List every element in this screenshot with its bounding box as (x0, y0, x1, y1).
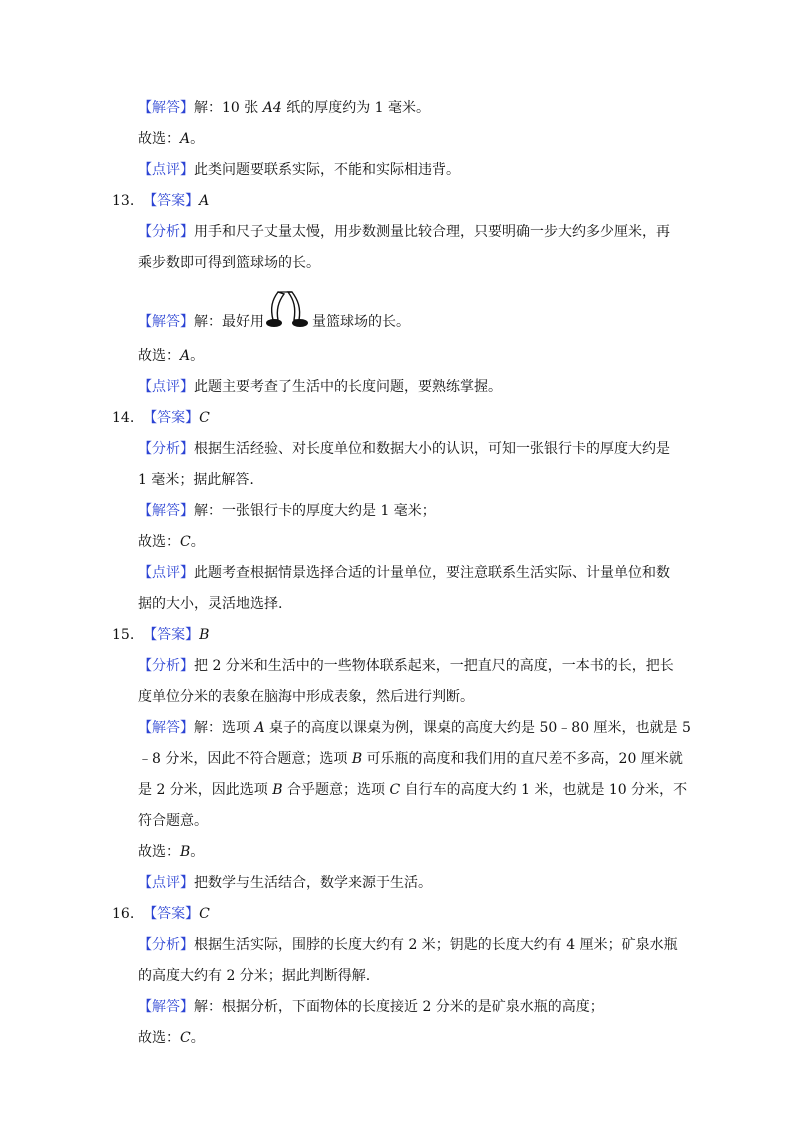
q12-guxuan-line (138, 129, 204, 149)
dianping-tag: 【点评】 (138, 565, 194, 581)
jieda-text: 解：选项 (194, 720, 255, 736)
jieda-text: 量篮球场的长。 (312, 314, 410, 330)
q13-dianping-line (138, 377, 502, 397)
guxuan-label: 故选： (138, 131, 180, 147)
daan-answer: A (199, 193, 210, 209)
fenxi-tag: 【分析】 (138, 658, 194, 674)
q13-guxuan-line (138, 346, 204, 366)
q12-jieda-line (138, 98, 430, 118)
q12-dianping-line (138, 160, 460, 180)
guxuan-label: 故选： (138, 844, 180, 860)
q14-fenxi-line-2 (138, 470, 254, 490)
jieda-text: 可乐瓶的高度和我们用的直尺差不多高，20 厘米就 (362, 751, 683, 767)
question-number: 16. (112, 906, 135, 922)
q16-guxuan-line (138, 1028, 205, 1048)
jieda-text: 解：根据分析，下面物体的长度接近 2 分米的是矿泉水瓶的高度； (194, 999, 604, 1015)
q15-fenxi-line-2 (138, 687, 474, 707)
q16-daan-line (112, 904, 210, 924)
q14-daan-line (112, 408, 210, 428)
jieda-text: ﹣8 分米，因此不符合题意；选项 (138, 751, 352, 767)
jieda-tag: 【解答】 (138, 999, 194, 1015)
jieda-text: 解：一张银行卡的厚度大约是 1 毫米； (194, 503, 436, 519)
jieda-tag: 【解答】 (138, 720, 194, 736)
dianping-text: 把数学与生活结合，数学来源于生活。 (194, 875, 432, 891)
jieda-text: 自行车的高度大约 1 米，也就是 10 分米，不 (400, 782, 688, 798)
daan-answer: C (199, 906, 210, 922)
jieda-text: 是 2 分米，因此选项 (138, 782, 273, 798)
q14-fenxi-line-1 (138, 439, 670, 459)
fenxi-text: 度单位分米的表象在脑海中形成表象，然后进行判断。 (138, 689, 474, 705)
dianping-text: 此题主要考查了生活中的长度问题，要熟练掌握。 (194, 379, 502, 395)
guxuan-label: 故选： (138, 348, 180, 364)
q15-daan-line (112, 625, 209, 645)
jieda-tag: 【解答】 (138, 503, 194, 519)
q16-fenxi-line-1 (138, 935, 678, 955)
guxuan-end: 。 (190, 844, 205, 860)
q14-jieda-line (138, 501, 436, 521)
jieda-text: 桌子的高度以课桌为例，课桌的高度大约是 50﹣80 厘米，也就是 5 (264, 720, 691, 736)
guxuan-answer: A (180, 348, 191, 364)
option-letter: C (389, 782, 401, 798)
q15-dianping-line (138, 873, 432, 893)
guxuan-answer: B (180, 844, 191, 860)
option-letter: B (351, 751, 363, 767)
fenxi-tag: 【分析】 (138, 224, 194, 240)
q13-jieda-line (138, 290, 410, 343)
question-number: 14. (112, 410, 135, 426)
guxuan-end: 。 (190, 131, 205, 147)
fenxi-tag: 【分析】 (138, 441, 194, 457)
fenxi-text: 根据生活经验、对长度单位和数据大小的认识，可知一张银行卡的厚度大约是 (194, 441, 670, 457)
jieda-text: 解：10 张 (194, 100, 263, 116)
q16-fenxi-line-2 (138, 966, 370, 986)
q13-fenxi-line-2 (138, 253, 320, 273)
option-letter: A (254, 720, 265, 736)
guxuan-end: 。 (190, 1030, 205, 1046)
q13-fenxi-line-1 (138, 222, 670, 242)
q14-dianping-line-1 (138, 563, 670, 583)
guxuan-end: 。 (190, 348, 205, 364)
fenxi-text: 的高度大约有 2 分米；据此判断得解. (138, 968, 371, 984)
q15-jieda-line-2 (138, 749, 683, 769)
fenxi-text: 根据生活实际，围脖的长度大约有 2 米；钥匙的长度大约有 4 厘米；矿泉水瓶 (194, 937, 678, 953)
guxuan-answer: C (180, 534, 191, 550)
fenxi-text: 把 2 分米和生活中的一些物体联系起来，一把直尺的高度，一本书的长，把长 (194, 658, 674, 674)
guxuan-end: 。 (190, 534, 205, 550)
dianping-text: 据的大小，灵活地选择. (138, 596, 283, 612)
q15-fenxi-line-1 (138, 656, 674, 676)
q15-jieda-line-3 (138, 780, 687, 800)
daan-answer: B (199, 627, 210, 643)
guxuan-answer: C (180, 1030, 191, 1046)
question-number: 15. (112, 627, 135, 643)
jieda-text-italic: A4 (262, 100, 282, 116)
feet-icon (264, 290, 312, 332)
guxuan-label: 故选： (138, 1030, 180, 1046)
fenxi-text: 1 毫米；据此解答. (138, 472, 254, 488)
q14-dianping-line-2 (138, 594, 282, 614)
daan-tag: 【答案】 (143, 627, 200, 643)
dianping-text: 此类问题要联系实际，不能和实际相违背。 (194, 162, 460, 178)
dianping-tag: 【点评】 (138, 875, 194, 891)
fenxi-tag: 【分析】 (138, 937, 194, 953)
q15-jieda-line-4 (138, 811, 208, 831)
q14-guxuan-line (138, 532, 205, 552)
dianping-tag: 【点评】 (138, 379, 194, 395)
jieda-text: 解：最好用 (194, 314, 264, 330)
q13-daan-line (112, 191, 209, 211)
q16-jieda-line (138, 997, 604, 1017)
dianping-tag: 【点评】 (138, 162, 194, 178)
option-letter: B (272, 782, 283, 798)
jieda-text: 纸的厚度约为 1 毫米。 (281, 100, 431, 116)
daan-tag: 【答案】 (143, 410, 200, 426)
q15-jieda-line-1 (138, 718, 691, 738)
q15-guxuan-line (138, 842, 204, 862)
daan-answer: C (199, 410, 210, 426)
guxuan-label: 故选： (138, 534, 180, 550)
daan-tag: 【答案】 (143, 906, 200, 922)
dianping-text: 此题考查根据情景选择合适的计量单位，要注意联系生活实际、计量单位和数 (194, 565, 670, 581)
jieda-tag: 【解答】 (138, 100, 194, 116)
jieda-text: 合乎题意；选项 (282, 782, 390, 798)
jieda-tag: 【解答】 (138, 314, 194, 330)
jieda-text: 符合题意。 (138, 813, 208, 829)
daan-tag: 【答案】 (143, 193, 200, 209)
question-number: 13. (112, 193, 135, 209)
fenxi-text: 乘步数即可得到篮球场的长。 (138, 255, 320, 271)
guxuan-answer: A (180, 131, 191, 147)
fenxi-text: 用手和尺子丈量太慢，用步数测量比较合理，只要明确一步大约多少厘米，再 (194, 224, 670, 240)
